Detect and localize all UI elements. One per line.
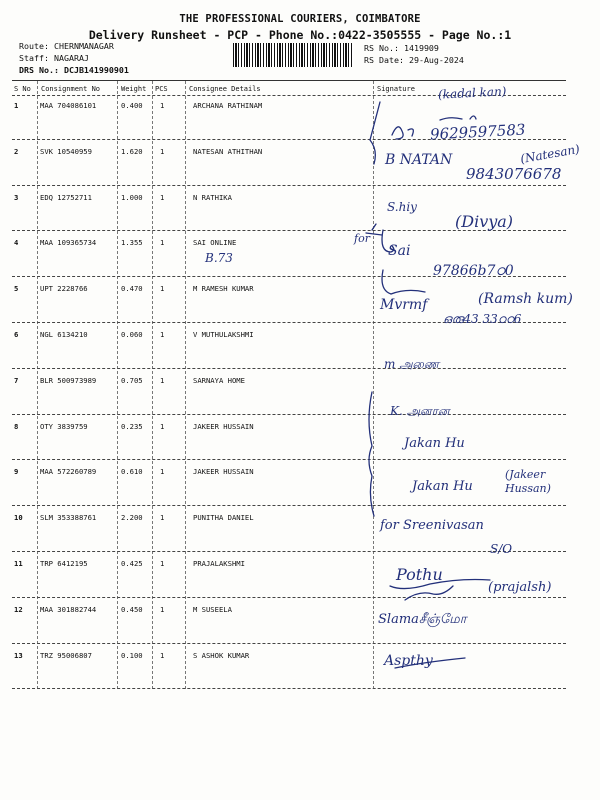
handwritten-signature: Pothu: [396, 565, 443, 584]
row-consignment-no: TRZ 95006807: [40, 651, 92, 660]
company-title: THE PROFESSIONAL COURIERS, COIMBATORE: [179, 13, 421, 25]
row-sno: 12: [14, 605, 23, 614]
row-weight: 1.355: [121, 238, 143, 247]
row-consignment-no: MAA 704086101: [40, 101, 97, 110]
row-sno: 8: [14, 422, 19, 431]
handwritten-name: (prajalsh): [488, 580, 552, 595]
row-pcs: 1: [160, 193, 165, 202]
row-pcs: 1: [160, 376, 165, 385]
row-sno: 5: [14, 284, 19, 293]
row-weight: 0.400: [121, 101, 143, 110]
rs-date: RS Date: 29-Aug-2024: [364, 55, 464, 65]
row-sno: 7: [14, 376, 19, 385]
row-consignee: ARCHANA RATHINAM: [193, 101, 263, 110]
row-consignment-no: OTY 3839759: [40, 422, 88, 431]
row-weight: 0.100: [121, 651, 143, 660]
handwritten-name: (Jakeer Hussan): [505, 468, 551, 495]
row-sno: 6: [14, 330, 19, 339]
row-consignment-no: MAA 301882744: [40, 605, 97, 614]
handwritten-signature: S.hiy: [387, 200, 417, 214]
row-weight: 0.705: [121, 376, 143, 385]
row-consignment-no: SVK 10540959: [40, 147, 92, 156]
row-consignee: JAKEER HUSSAIN: [193, 467, 254, 476]
column-header-sno: S No: [14, 85, 31, 93]
row-consignment-no: NGL 6134210: [40, 330, 88, 339]
row-sno: 2: [14, 147, 19, 156]
handwritten-phone: ഒരു43 33ഠഠ6: [443, 312, 522, 326]
row-sno: 1: [14, 101, 19, 110]
rs-number: RS No.: 1419909: [364, 43, 439, 53]
handwritten-signature: K. அனான: [390, 404, 450, 418]
row-weight: 0.425: [121, 559, 143, 568]
row-consignment-no: EDQ 12752711: [40, 193, 92, 202]
column-header-pcs: PCS: [155, 85, 168, 93]
handwritten-phone: 9843076678: [466, 165, 562, 183]
row-pcs: 1: [160, 284, 165, 293]
handwritten-signature: m அணை: [384, 357, 440, 371]
row-pcs: 1: [160, 101, 165, 110]
row-consignment-no: UPT 2228766: [40, 284, 88, 293]
column-header-consignment: Consignment No: [41, 85, 101, 93]
handwritten-signature: for Sreenivasan: [380, 518, 484, 533]
row-weight: 0.470: [121, 284, 143, 293]
row-weight: 1.620: [121, 147, 143, 156]
drs-number: DRS No.: DCJB141990901: [19, 65, 129, 75]
runsheet-title: Delivery Runsheet - PCP - Phone No.:0422-3505555 - Page No.:1: [88, 28, 512, 42]
handwritten-name: (Ramsh kum): [478, 291, 573, 307]
handwritten-phone: 97866b7ഠ0: [433, 263, 514, 279]
row-weight: 0.235: [121, 422, 143, 431]
row-consignee: S ASHOK KUMAR: [193, 651, 250, 660]
handwritten-mark: S/O: [490, 542, 513, 556]
row-sno: 3: [14, 193, 19, 202]
column-header-weight: Weight: [121, 85, 147, 93]
row-consignee: NATESAN ATHITHAN: [193, 147, 263, 156]
row-consignee: PUNITHA DANIEL: [193, 513, 254, 522]
row-consignee: V MUTHULAKSHMI: [193, 330, 254, 339]
row-pcs: 1: [160, 559, 165, 568]
row-weight: 0.060: [121, 330, 143, 339]
handwritten-phone: 9629597583: [429, 120, 526, 144]
row-pcs: 1: [160, 147, 165, 156]
row-consignment-no: MAA 572260789: [40, 467, 97, 476]
handwritten-signature: Jakan Hu: [404, 436, 465, 451]
column-header-signature: Signature: [377, 85, 415, 93]
column-header-consignee: Consignee Details: [189, 85, 261, 93]
handwritten-signature: Jakan Hu: [412, 479, 473, 494]
row-sno: 10: [14, 513, 23, 522]
row-consignment-no: SLM 353388761: [40, 513, 97, 522]
handwritten-note: B.73: [205, 251, 233, 265]
row-weight: 0.610: [121, 467, 143, 476]
row-pcs: 1: [160, 513, 165, 522]
row-weight: 1.000: [121, 193, 143, 202]
handwritten-signature: B NATAN: [385, 152, 453, 168]
row-consignee: SAI ONLINE: [193, 238, 237, 247]
row-pcs: 1: [160, 651, 165, 660]
row-sno: 13: [14, 651, 23, 660]
handwritten-name: (Divya): [455, 212, 514, 231]
row-weight: 0.450: [121, 605, 143, 614]
row-sno: 4: [14, 238, 19, 247]
staff-label: Staff: NAGARAJ: [19, 53, 89, 63]
row-consignee: M SUSEELA: [193, 605, 232, 614]
row-sno: 11: [14, 559, 23, 568]
row-pcs: 1: [160, 330, 165, 339]
handwritten-signature: Slamaசீஞ்மோ: [378, 612, 467, 627]
row-consignee: PRAJALAKSHMI: [193, 559, 245, 568]
row-consignment-no: TRP 6412195: [40, 559, 88, 568]
row-consignee: N RATHIKA: [193, 193, 232, 202]
handwritten-signature: Aspthy: [384, 653, 433, 669]
row-consignment-no: BLR 500973989: [40, 376, 97, 385]
row-pcs: 1: [160, 467, 165, 476]
row-pcs: 1: [160, 605, 165, 614]
row-pcs: 1: [160, 238, 165, 247]
row-consignee: SARNAYA HOME: [193, 376, 245, 385]
row-consignment-no: MAA 109365734: [40, 238, 97, 247]
handwritten-for: for: [354, 232, 370, 245]
handwritten-signature: Sai: [388, 243, 411, 259]
row-sno: 9: [14, 467, 19, 476]
handwritten-name: (kadal kan): [437, 84, 507, 102]
row-pcs: 1: [160, 422, 165, 431]
row-weight: 2.200: [121, 513, 143, 522]
route-label: Route: CHERNMANAGAR: [19, 41, 114, 51]
row-consignee: M RAMESH KUMAR: [193, 284, 254, 293]
handwritten-name: (Natesan): [519, 141, 581, 167]
row-consignee: JAKEER HUSSAIN: [193, 422, 254, 431]
handwritten-signature: Mvrmf: [380, 297, 428, 313]
